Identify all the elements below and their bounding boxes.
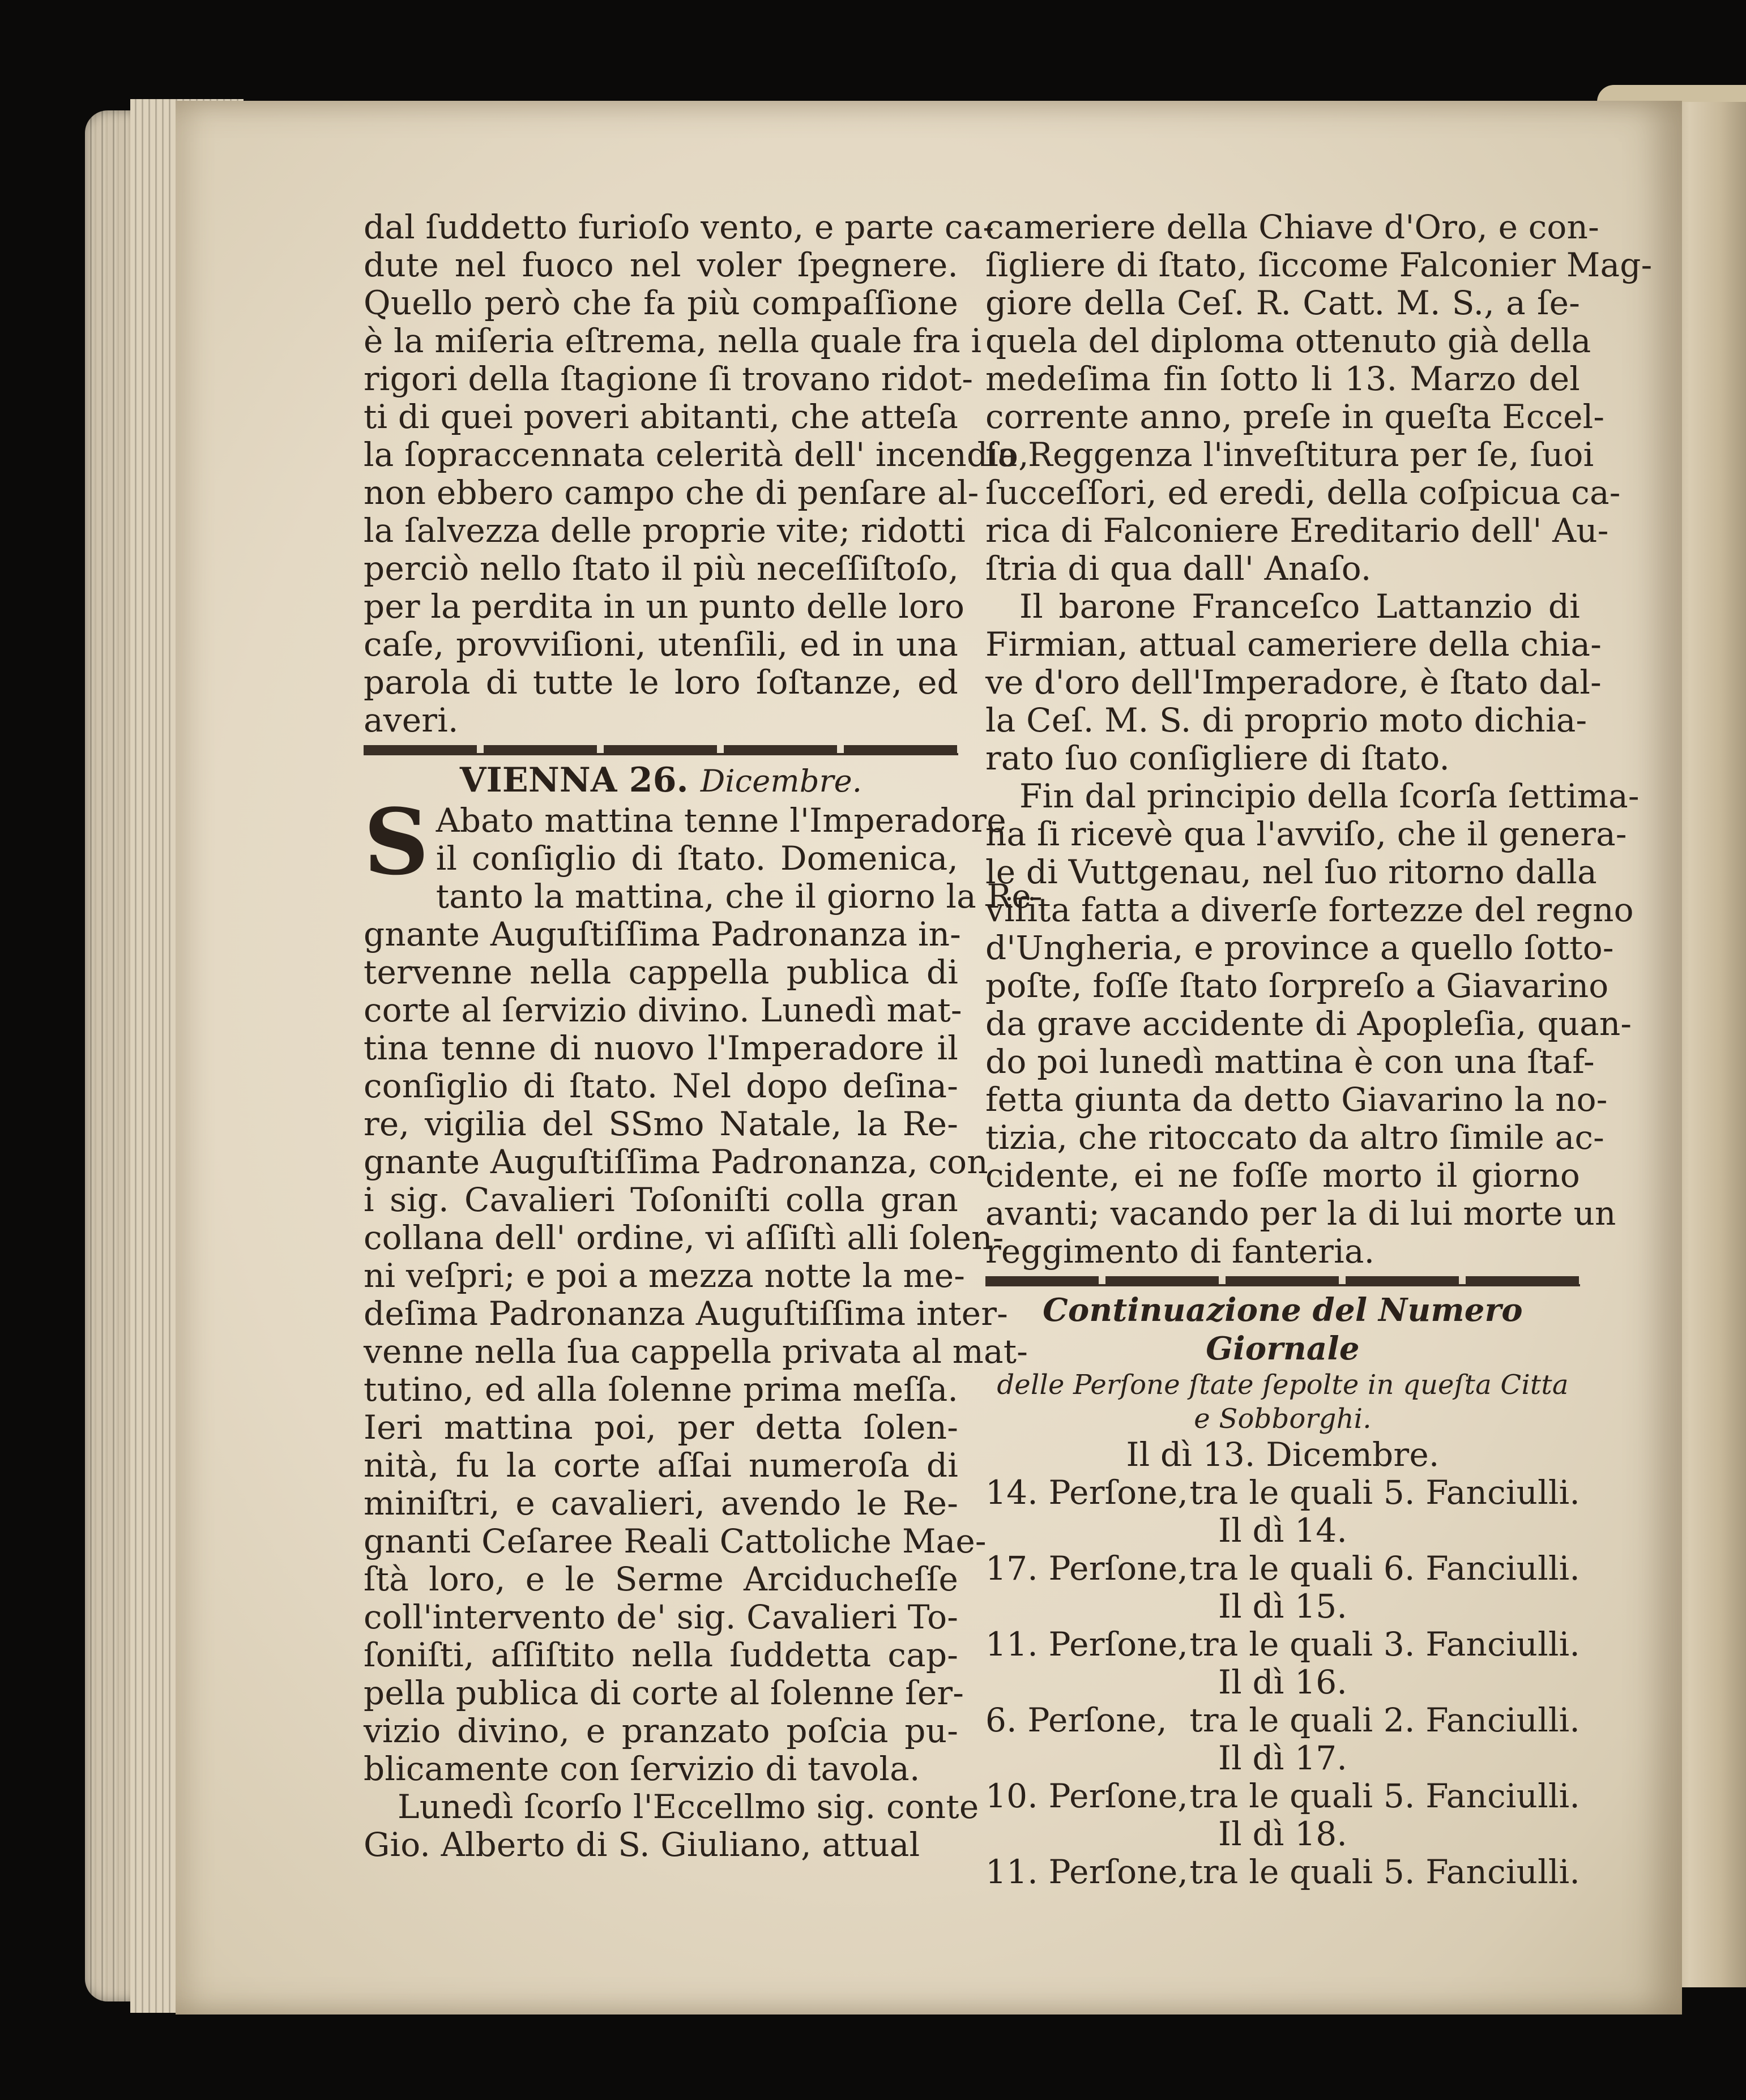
register-date: Il dì 17. bbox=[1218, 1739, 1348, 1777]
text-line: miniſtri, e cavalieri, avendo le Re- bbox=[364, 1484, 958, 1522]
register-count: 10. Perſone, bbox=[985, 1777, 1189, 1815]
text-line: fetta giunta da detto Giavarino la no- bbox=[985, 1080, 1608, 1119]
falconiere-report bbox=[985, 208, 1653, 588]
text-line: il conſiglio di ſtato. Domenica, bbox=[436, 839, 958, 878]
text-line: gnante Auguſtiſſima Padronanza, con bbox=[364, 1143, 988, 1181]
text-line: le di Vuttgenau, nel ſuo ritorno dalla bbox=[985, 853, 1597, 891]
text-line: d'Ungheria, e province a quello ſotto- bbox=[985, 929, 1614, 967]
burial-register-title: Continuazione del Numero Giornale bbox=[1043, 1291, 1523, 1367]
text-line: corte al ſervizio divino. Lunedì mat- bbox=[364, 991, 962, 1029]
text-line: parola di tutte le loro ſoſtanze, ed bbox=[364, 663, 958, 702]
text-line: Fin dal principio della ſcorſa ſettima- bbox=[1019, 777, 1640, 815]
text-line: ſigliere di ſtato, ſiccome Falconier Mag- bbox=[985, 246, 1653, 284]
vienna-report bbox=[364, 789, 1043, 1788]
register-count: 6. Perſone, bbox=[985, 1701, 1167, 1739]
register-detail: tra le quali 3. Fanciulli. bbox=[1189, 1625, 1580, 1663]
text-line: caſe, provviſioni, utenſili, ed in una bbox=[364, 625, 958, 664]
register-count: 11. Perſone, bbox=[985, 1853, 1189, 1891]
text-line: cameriere della Chiave d'Oro, e con- bbox=[985, 208, 1599, 246]
text-line: Lunedì ſcorſo l'Eccellmo sig. conte bbox=[398, 1787, 979, 1826]
text-line: do poi lunedì mattina è con una ſtaf- bbox=[985, 1042, 1595, 1081]
text-line: non ebbero campo che di penſare al- bbox=[364, 473, 979, 512]
text-line: i sig. Cavalieri Toſoniſti colla gran bbox=[364, 1181, 958, 1219]
lunedi-report bbox=[364, 1787, 979, 1864]
text-line: pella publica di corte al ſolenne ſer- bbox=[364, 1674, 964, 1712]
register-detail: tra le quali 5. Fanciulli. bbox=[1189, 1777, 1580, 1815]
text-line: ve d'oro dell'Imperadore, è ſtato dal- bbox=[985, 663, 1602, 702]
burial-register-subtitle: delle Perſone ſtate ſepolte in queſta Citta bbox=[997, 1369, 1569, 1401]
text-line: quela del diploma ottenuto già della bbox=[985, 322, 1591, 360]
text-line: collana dell' ordine, vi aſſiſtì alli ſolen- bbox=[364, 1218, 1004, 1257]
text-line: viſita fatta a diverſe fortezze del regno bbox=[985, 891, 1634, 929]
text-line: corrente anno, preſe in queſta Eccel- bbox=[985, 397, 1605, 436]
register-date: Il dì 13. Dicembre. bbox=[1126, 1435, 1440, 1474]
vienna-heading bbox=[364, 760, 958, 802]
register-entry bbox=[985, 1777, 1580, 1815]
text-line: ti di quei poveri abitanti, che atteſa bbox=[364, 397, 959, 436]
text-line: vizio divino, e pranzato poſcia pu- bbox=[364, 1712, 958, 1750]
text-line: reggimento di fanteria. bbox=[985, 1232, 1375, 1271]
text-line: gnanti Ceſaree Reali Cattoliche Mae- bbox=[364, 1522, 987, 1560]
register-detail: tra le quali 6. Fanciulli. bbox=[1189, 1549, 1580, 1588]
text-line: tizia, che ritoccato da altro ſimile ac- bbox=[985, 1118, 1604, 1157]
text-line: rigori della ſtagione ſi trovano ridot- bbox=[364, 360, 974, 398]
register-detail: tra le quali 2. Fanciulli. bbox=[1189, 1701, 1580, 1739]
register-date: Il dì 16. bbox=[1218, 1663, 1348, 1701]
left-column bbox=[364, 208, 1043, 1864]
text-line: poſte, foſſe ſtato ſorpreſo a Giavarino bbox=[985, 966, 1609, 1005]
register-entry bbox=[985, 1853, 1580, 1891]
register-entry bbox=[985, 1701, 1580, 1739]
text-line: avanti; vacando per la di lui morte un bbox=[985, 1194, 1616, 1233]
register-detail: tra le quali 5. Fanciulli. bbox=[1189, 1473, 1580, 1512]
section-divider-left bbox=[364, 745, 958, 755]
text-line: dal ſuddetto furioſo vento, e parte ca- bbox=[364, 208, 994, 246]
text-line: deſima Padronanza Auguſtiſſima inter- bbox=[364, 1294, 1008, 1333]
text-line: perciò nello ſtato il più neceſſiſtoſo, bbox=[364, 549, 959, 588]
text-line: Il barone Franceſco Lattanzio di bbox=[1019, 587, 1580, 626]
text-line: coll'intervento de' sig. Cavalieri To- bbox=[364, 1598, 958, 1636]
vienna-heading-date: Dicembre. bbox=[700, 763, 863, 799]
register-count: 14. Perſone, bbox=[985, 1473, 1189, 1512]
text-line: tervenne nella cappella publica di bbox=[364, 953, 958, 991]
text-line: la ſopraccennata celerità dell' incendio, bbox=[364, 435, 1029, 474]
text-line: da grave accidente di Apopleſia, quan- bbox=[985, 1004, 1632, 1043]
text-line: na ſi ricevè qua l'avviſo, che il genera- bbox=[985, 815, 1627, 853]
register-date: Il dì 18. bbox=[1218, 1815, 1348, 1853]
text-line: ſucceſſori, ed eredi, della coſpicua ca- bbox=[985, 473, 1621, 512]
text-line: Abato mattina tenne l'Imperadore bbox=[436, 801, 1006, 840]
text-line: rato ſuo conſigliere di ſtato. bbox=[985, 739, 1450, 777]
fire-report-continuation bbox=[364, 208, 1029, 739]
text-line: nità, fu la corte aſſai numeroſa di bbox=[364, 1446, 958, 1485]
register-date: Il dì 14. bbox=[1218, 1511, 1348, 1550]
text-line: tutino, ed alla ſolenne prima meſſa. bbox=[364, 1370, 958, 1409]
register-entry bbox=[985, 1626, 1580, 1663]
text-line: cidente, ei ne foſſe morto il giorno bbox=[985, 1156, 1580, 1195]
register-entry bbox=[985, 1550, 1580, 1588]
burial-register-subtitle-2: e Sobborghi. bbox=[1194, 1403, 1372, 1435]
text-line: rica di Falconiere Ereditario dell' Au- bbox=[985, 511, 1609, 550]
firmian-report bbox=[985, 587, 1602, 777]
vuttgenau-report bbox=[985, 777, 1640, 1271]
register-date: Il dì 15. bbox=[1218, 1587, 1348, 1626]
text-line: conſiglio di ſtato. Nel dopo deſina- bbox=[364, 1067, 958, 1105]
register-count: 11. Perſone, bbox=[985, 1625, 1189, 1663]
burial-register-list bbox=[985, 1436, 1580, 1891]
text-line: ſtà loro, e le Serme Arciducheſſe bbox=[364, 1560, 958, 1598]
text-line: gnante Auguſtiſſima Padronanza in- bbox=[364, 915, 961, 953]
dropcap-letter: S bbox=[364, 789, 429, 895]
text-line: la Ceſ. M. S. di proprio moto dichia- bbox=[985, 701, 1587, 739]
text-line: per la perdita in un punto delle loro bbox=[364, 587, 965, 626]
text-line: ſoniſti, aſſiſtito nella ſuddetta cap- bbox=[364, 1636, 958, 1674]
register-detail: tra le quali 5. Fanciulli. bbox=[1189, 1853, 1580, 1891]
text-line: giore della Ceſ. R. Catt. M. S., a ſe- bbox=[985, 284, 1580, 322]
register-count: 17. Perſone, bbox=[985, 1549, 1189, 1588]
text-line: la ſalvezza delle proprie vite; ridotti bbox=[364, 511, 966, 550]
text-line: ſa Reggenza l'inveſtitura per ſe, ſuoi bbox=[985, 435, 1594, 474]
text-line: è la miſeria eſtrema, nella quale fra i bbox=[364, 322, 982, 360]
text-line: tanto la mattina, che il giorno la Re- bbox=[436, 877, 1043, 916]
text-line: Quello però che fa più compaſſione bbox=[364, 284, 958, 322]
register-entry bbox=[985, 1474, 1580, 1512]
vienna-report-text bbox=[364, 789, 1043, 1788]
text-line: Gio. Alberto di S. Giuliano, attual bbox=[364, 1825, 920, 1864]
right-column bbox=[985, 208, 1653, 1891]
text-line: ſtria di qua dall' Anaſo. bbox=[985, 549, 1372, 588]
text-line: dute nel fuoco nel voler ſpegnere. bbox=[364, 246, 958, 284]
text-line: venne nella ſua cappella privata al mat- bbox=[364, 1332, 1028, 1371]
text-line: tina tenne di nuovo l'Imperadore il bbox=[364, 1029, 958, 1067]
text-line: re, vigilia del SSmo Natale, la Re- bbox=[364, 1105, 958, 1143]
text-line: Firmian, attual cameriere della chia- bbox=[985, 625, 1602, 664]
vienna-heading-city: VIENNA 26. bbox=[459, 760, 689, 800]
section-divider-right bbox=[985, 1276, 1580, 1286]
text-line: Ieri mattina poi, per detta ſolen- bbox=[364, 1408, 958, 1447]
text-line: medeſima fin ſotto li 13. Marzo del bbox=[985, 360, 1580, 398]
text-line: blicamente con ſervizio di tavola. bbox=[364, 1750, 920, 1788]
text-line: averi. bbox=[364, 701, 459, 739]
text-line: ni veſpri; e poi a mezza notte la me- bbox=[364, 1256, 966, 1295]
